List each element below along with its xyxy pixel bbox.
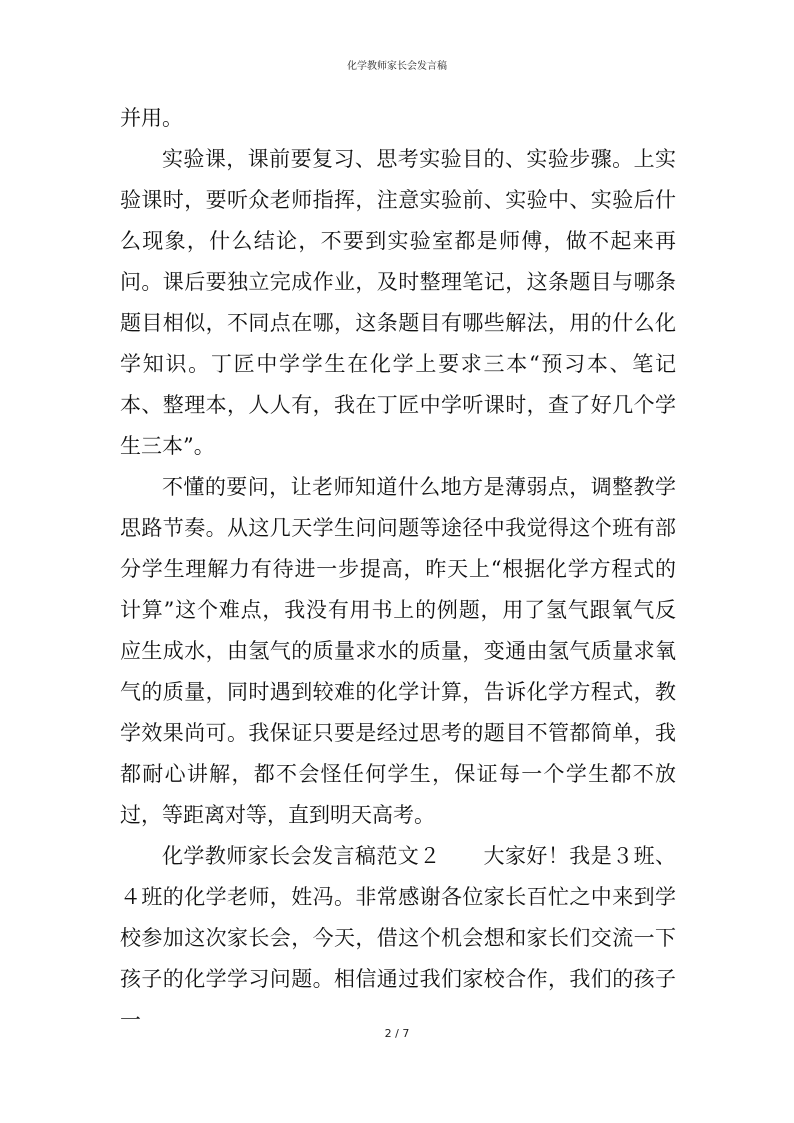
paragraph-1: 并用。 [120,106,183,130]
page-header: 化学教师家长会发言稿 [347,61,447,72]
paragraph-2: 实验课，课前要复习、思考实验目的、实验步骤。上实验课时，要听众老师指挥，注意实验前、实验中、实验后什么现象，什么结论，不要到实验室都是师傅，做不起来再问。课后要独立完成作业，及时整理笔记，这条题目与哪条题目相似，不同点在哪，这条题目有哪些解法，用的什么化学知识。丁匠中学学生在化学上要求三本“预习本、笔记本、整理本，人人有，我在丁匠中学听课时，查了好几个学生三本”。 [120,147,676,458]
document-body [120,98,676,1041]
page-number: 2 / 7 [384,1027,410,1040]
paragraph-3: 不懂的要问，让老师知道什么地方是薄弱点，调整教学思路节奏。从这几天学生问问题等途径中我觉得这个班有部分学生理解力有待进一步提高，昨天上“根据化学方程式的计算”这个难点，我没有用书上的例题，用了氢气跟氧气反应生成水，由氢气的质量求水的质量，变通由氢气质量求氧气的质量，同时遇到较难的化学计算，告诉化学方程式，教学效果尚可。我保证只要是经过思考的题目不管都简单，我都耐心讲解，都不会怪任何学生，保证每一个学生都不放过，等距离对等，直到明天高考。 [120,475,676,827]
paragraph-4: 化学教师家长会发言稿范文２ 大家好！我是３班、４班的化学老师，姓冯。非常感谢各位家长百忙之中来到学校参加这次家长会，今天，借这个机会想和家长们交流一下孩子的化学学习问题。相信通过我们家校合作，我们的孩子一 [120,844,676,1032]
